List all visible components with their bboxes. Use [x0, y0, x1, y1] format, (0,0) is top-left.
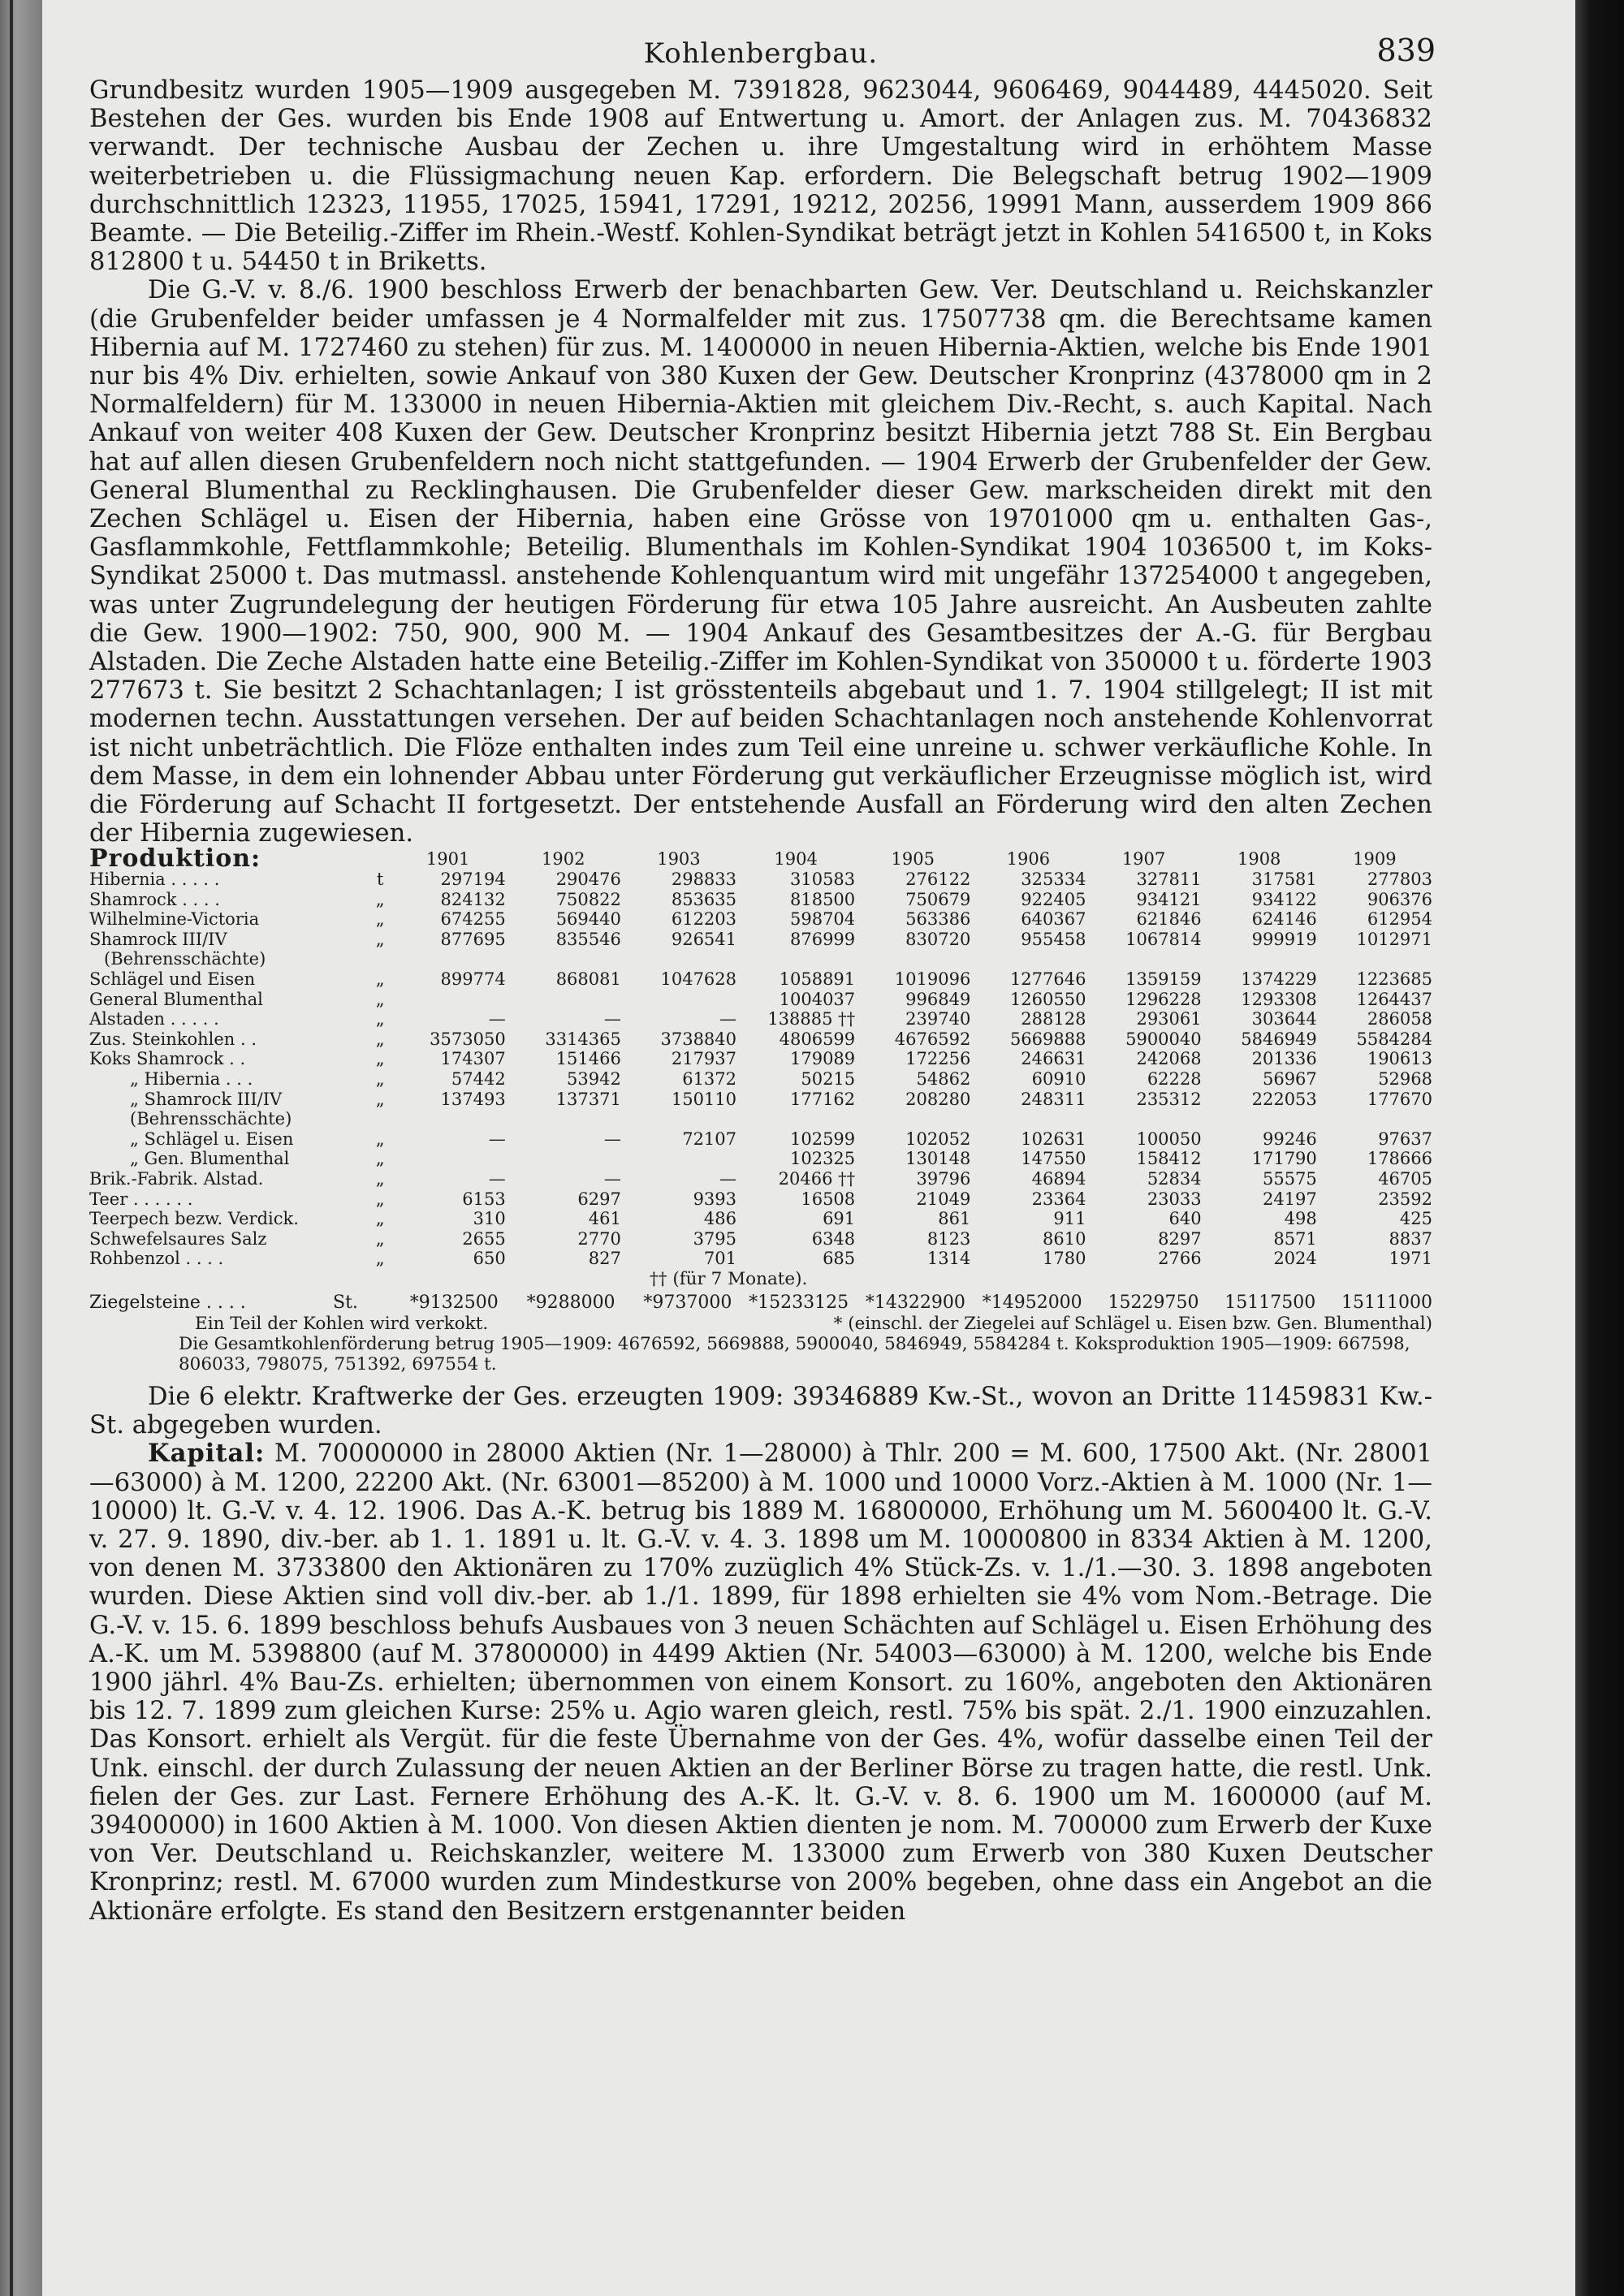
table-cell: 23592 [1378, 1189, 1432, 1209]
year-header: 1902 [542, 849, 585, 870]
row-unit: „ [375, 1009, 385, 1029]
table-cell: 750679 [905, 889, 971, 909]
table-cell: 621846 [1136, 909, 1202, 930]
table-cell: 640367 [1021, 909, 1086, 930]
row-unit: „ [375, 1149, 385, 1169]
row-unit: „ [375, 909, 385, 930]
table-cell: 1019096 [894, 969, 971, 990]
table-cell [391, 949, 506, 969]
table-cell: 1314 [926, 1249, 971, 1269]
table-cell: 701 [703, 1249, 737, 1269]
table-cell: 298833 [671, 870, 737, 890]
note-verkokt: Ein Teil der Kohlen wird verkokt. [195, 1313, 489, 1334]
table-cell: 171790 [1251, 1149, 1317, 1169]
table-cell: 6348 [811, 1228, 856, 1249]
ziegel-value: *14322900 [865, 1292, 965, 1313]
table-cell: 277803 [1367, 870, 1432, 890]
table-cell: 3314365 [545, 1029, 621, 1049]
table-cell: 137493 [440, 1089, 506, 1109]
table-cell: 177162 [789, 1089, 856, 1109]
row-unit [370, 949, 391, 969]
table-cell: 624146 [1251, 909, 1317, 930]
table-cell: 138885 †† [767, 1009, 856, 1029]
table-cell: 1047628 [660, 969, 737, 990]
table-cell: 147550 [1021, 1149, 1086, 1169]
table-cell: 102052 [905, 1129, 971, 1149]
table-cell: 151466 [555, 1049, 621, 1069]
table-cell: 486 [703, 1209, 737, 1229]
row-label: Teer . . . . . . [89, 1189, 193, 1209]
table-cell: 598704 [789, 909, 856, 930]
table-cell: 16508 [801, 1189, 856, 1209]
table-cell [621, 1149, 736, 1169]
ziegel-label: Ziegelsteine . . . . [89, 1292, 246, 1313]
table-cell: 97637 [1378, 1129, 1432, 1149]
table-cell: 60910 [1031, 1069, 1086, 1090]
scan-right-edge [1575, 0, 1624, 2296]
table-cell: 55575 [1262, 1168, 1317, 1189]
table-row [89, 870, 1432, 890]
table-cell: 911 [1053, 1209, 1086, 1229]
table-cell: — [488, 1009, 506, 1029]
table-cell: 172256 [905, 1049, 971, 1069]
dagger-note-line [89, 1269, 1432, 1289]
page-content [89, 28, 1436, 1926]
table-cell [1202, 1109, 1317, 1129]
row-label: Schlägel und Eisen [89, 969, 256, 990]
row-label: (Behrensschächte) [130, 1109, 292, 1129]
table-cell: 179089 [789, 1049, 856, 1069]
table-cell: 640 [1168, 1209, 1202, 1229]
table-cell: 325334 [1021, 870, 1086, 890]
table-cell: 1004037 [779, 989, 856, 1009]
table-cell: 99246 [1262, 1129, 1317, 1149]
table-row [89, 890, 1432, 910]
footnote-row [89, 1314, 1432, 1334]
table-cell: — [603, 1168, 621, 1189]
table-cell: 1296228 [1125, 989, 1202, 1009]
table-cell: 1223685 [1356, 969, 1432, 990]
production-label: Produktion: [89, 844, 261, 874]
table-cell: 877695 [440, 929, 506, 949]
row-unit: „ [375, 1168, 385, 1189]
row-unit: „ [375, 1029, 385, 1049]
table-cell: 955458 [1021, 929, 1086, 949]
table-cell: 52968 [1378, 1069, 1432, 1090]
table-cell: 1780 [1043, 1249, 1086, 1269]
paragraph-gv-1900: Die G.-V. v. 8./6. 1900 beschloss Erwerb der benachbarten Gew. Ver. Deutschland u. Reichskanzler (die Grubenfelder beider umfassen je 4 Normalfelder mit zus. 17507738 qm. die Berechtsame kamen Hibernia auf M. 1727460 zu stehen) für zus. M. 1400000 in neuen Hibernia-Aktien, welche bis Ende 1901 nur bis 4% Div. erhielten, sowie Ankauf von 380 Kuxen der Gew. Deutscher Kronprinz (4378000 qm in 2 Normalfeldern) für M. 133000 in neuen Hibernia-Aktien mit gleichem Div.-Recht, s. auch Kapital. Nach Ankauf von weiter 408 Kuxen der Gew. Deutscher Kronprinz besitzt Hibernia jetzt 788 St. Ein Bergbau hat auf allen diesen Grubenfeldern noch nicht stattgefunden. — 1904 Erwerb der Grubenfelder der Gew. General Blumenthal zu Recklinghausen. Die Grubenfelder dieser Gew. markscheiden direkt mit den Zechen Schlägel u. Eisen der Hibernia, haben eine Grösse von 19701000 qm u. enthalten Gas-, Gasflammkohle, Fettflammkohle; Beteilig. Blumenthals im Kohlen-Syndikat 1904 1036500 t, im Koks-Syndikat 25000 t. Das mutmassl. anstehende Kohlenquantum wird mit ungefähr 137254000 t angegeben, was unter Zugrundelegung der heutigen Förderung für etwa 105 Jahre ausreicht. An Ausbeuten zahlte die Gew. 1900—1902: 750, 900, 900 M. — 1904 Ankauf des Gesamtbesitzes der A.-G. für Bergbau Alstaden. Die Zeche Alstaden hatte eine Beteilig.-Ziffer im Kohlen-Syndikat von 350000 t u. förderte 1903 277673 t. Sie besitzt 2 Schachtanlagen; I ist grösstenteils abgebaut und 1. 7. 1904 stillgelegt; II ist mit modernen techn. Ausstattungen versehen. Der auf beiden Schachtanlagen noch anstehende Kohlenvorrat ist nicht unbeträchtlich. Die Flöze enthalten indes zum Teil eine unreine u. schwer verkäufliche Kohle. In dem Masse, in dem ein lohnender Abbau unter Förderung gut verkäuflicher Erzeugnisse möglich ist, wird die Förderung auf Schacht II fortgesetzt. Der entstehende Ausfall an Förderung wird den alten Zechen der Hibernia zugewiesen. [89, 276, 1432, 848]
table-cell: 2024 [1273, 1249, 1317, 1269]
table-row [89, 1209, 1432, 1229]
table-cell: 100050 [1136, 1129, 1202, 1149]
ziegel-value: *9288000 [526, 1292, 615, 1313]
row-label: Wilhelmine-Victoria [89, 909, 260, 930]
table-cell [391, 1109, 506, 1129]
table-cell: 62228 [1147, 1069, 1202, 1090]
table-cell [506, 990, 621, 1010]
table-cell: 3738840 [660, 1029, 737, 1049]
table-cell: 8610 [1043, 1228, 1086, 1249]
table-cell: 461 [588, 1209, 621, 1229]
table-row [89, 1169, 1432, 1189]
table-row [89, 990, 1432, 1010]
table-cell: 174307 [440, 1049, 506, 1069]
table-cell [621, 949, 736, 969]
table-cell: 8837 [1389, 1228, 1432, 1249]
table-cell: 1277646 [1009, 969, 1086, 990]
table-cell: — [603, 1129, 621, 1149]
row-unit: „ [375, 1049, 385, 1069]
table-cell: 750822 [555, 889, 621, 909]
table-cell: 876999 [789, 929, 856, 949]
year-header: 1901 [425, 849, 470, 870]
table-row [89, 1229, 1432, 1249]
table-cell: 9393 [693, 1189, 737, 1209]
production-table-header [89, 849, 1432, 870]
row-label: Schwefelsaures Salz [89, 1228, 267, 1249]
table-cell: 1264437 [1356, 989, 1432, 1009]
table-cell: 906376 [1367, 889, 1432, 909]
year-header: 1908 [1237, 849, 1281, 870]
year-header: 1907 [1121, 849, 1166, 870]
table-cell: 102631 [1021, 1129, 1086, 1149]
table-cell: 853635 [671, 889, 737, 909]
table-cell: 102599 [789, 1129, 856, 1149]
table-cell [621, 1109, 736, 1129]
year-header: 1909 [1353, 849, 1397, 870]
table-cell: 242068 [1136, 1049, 1202, 1069]
table-cell: 934121 [1136, 889, 1202, 909]
table-cell: 1058891 [779, 969, 856, 990]
table-cell: 1971 [1389, 1249, 1432, 1269]
scan-left-edge [0, 0, 42, 2296]
row-unit: t [376, 870, 384, 890]
production-table [89, 844, 1432, 1269]
paragraph-grundbesitz: Grundbesitz wurden 1905—1909 ausgegeben M. 7391828, 9623044, 9606469, 9044489, 4445020. Seit Bestehen der Ges. wurden bis Ende 1908 auf Entwertung u. Amort. der Anlagen zus. M. 70436832 verwandt. Der technische Ausbau der Zechen u. ihre Umgestaltung wird in erhöhtem Masse weiterbetrieben u. die Flüssigmachung neuen Kap. erfordern. Die Belegschaft betrug 1902—1909 durchschnittlich 12323, 11955, 17025, 15941, 17291, 19212, 20256, 19991 Mann, ausserdem 1909 866 Beamte. — Die Beteilig.-Ziffer im Rhein.-Westf. Kohlen-Syndikat beträgt jetzt in Kohlen 5416500 t, in Koks 812800 t u. 54450 t in Briketts. [89, 76, 1432, 277]
table-cell: 818500 [789, 889, 856, 909]
note-ziegelei: * (einschl. der Ziegelei auf Schlägel u. Eisen bzw. Gen. Blumenthal) [833, 1313, 1432, 1334]
table-cell: 8571 [1273, 1228, 1317, 1249]
row-unit: „ [375, 1189, 385, 1209]
table-cell: — [719, 1168, 737, 1189]
table-cell: — [488, 1168, 506, 1189]
row-label: „ Gen. Blumenthal [130, 1149, 290, 1169]
table-cell: 1359159 [1125, 969, 1202, 990]
row-label: General Blumenthal [89, 989, 263, 1009]
year-header: 1906 [1006, 849, 1051, 870]
table-row [89, 1009, 1432, 1029]
table-cell: 899774 [440, 969, 506, 990]
table-cell: 178666 [1367, 1149, 1432, 1169]
table-cell: 297194 [440, 870, 506, 890]
row-label: Shamrock III/IV [89, 929, 227, 949]
ziegel-row [89, 1293, 1432, 1314]
table-cell: 2770 [577, 1228, 621, 1249]
table-cell: 830720 [905, 929, 971, 949]
row-label: „ Schlägel u. Eisen [130, 1129, 294, 1149]
table-cell: 317581 [1251, 870, 1317, 890]
table-cell [1086, 1109, 1201, 1129]
table-cell: 177670 [1367, 1089, 1432, 1109]
table-row [89, 909, 1432, 930]
table-row [89, 1029, 1432, 1050]
table-cell: 3573050 [430, 1029, 506, 1049]
row-label: „ Shamrock III/IV [130, 1089, 283, 1109]
table-row [89, 1109, 1432, 1129]
table-cell [506, 1109, 621, 1129]
table-cell: 425 [1399, 1209, 1432, 1229]
table-cell: 201336 [1251, 1049, 1317, 1069]
table-cell: 137371 [555, 1089, 621, 1109]
table-cell: 824132 [440, 889, 506, 909]
kapital-label: Kapital: [148, 1439, 266, 1469]
table-cell: 288128 [1021, 1009, 1086, 1029]
table-cell: 827 [588, 1249, 621, 1269]
table-cell: 1260550 [1009, 989, 1086, 1009]
table-cell: 246631 [1021, 1049, 1086, 1069]
paragraph-kapital [89, 1439, 1432, 1925]
running-title: Kohlenbergbau. [643, 37, 879, 70]
table-cell: 922405 [1021, 889, 1086, 909]
table-footnotes [89, 1314, 1432, 1375]
row-label: Rohbenzol . . . . [89, 1249, 224, 1269]
row-label: Alstaden . . . . . [89, 1009, 219, 1029]
table-cell: 53942 [567, 1069, 621, 1090]
table-cell: 4806599 [779, 1029, 856, 1049]
year-header: 1905 [891, 849, 935, 870]
table-cell: 310 [473, 1209, 506, 1229]
ziegel-value: *9132500 [409, 1292, 499, 1313]
table-cell: 999919 [1251, 929, 1317, 949]
table-cell: 674255 [440, 909, 506, 930]
row-label: Koks Shamrock . . [89, 1049, 246, 1069]
table-cell: 21049 [916, 1189, 971, 1209]
table-row [89, 1069, 1432, 1090]
table-cell: 20466 †† [778, 1168, 856, 1189]
table-cell: 327811 [1136, 870, 1202, 890]
table-cell [855, 949, 970, 969]
table-row [89, 949, 1432, 969]
row-label: „ Hibernia . . . [130, 1069, 253, 1090]
dagger-note: †† (für 7 Monate). [650, 1268, 808, 1289]
table-cell: 5846949 [1241, 1029, 1317, 1049]
table-row [89, 969, 1432, 990]
row-unit: „ [375, 1228, 385, 1249]
table-cell: 54862 [916, 1069, 971, 1090]
table-cell: 290476 [555, 870, 621, 890]
row-label: Hibernia . . . . . [89, 870, 220, 890]
table-row [89, 1090, 1432, 1110]
table-cell: 3795 [693, 1228, 737, 1249]
table-cell: 248311 [1021, 1089, 1086, 1109]
table-cell: 23033 [1147, 1189, 1202, 1209]
row-label: Teerpech bezw. Verdick. [89, 1209, 299, 1229]
ziegel-value: 15117500 [1224, 1292, 1316, 1313]
table-cell: 303644 [1251, 1009, 1317, 1029]
year-header: 1903 [657, 849, 701, 870]
table-cell: 23364 [1031, 1189, 1086, 1209]
table-cell: 52834 [1147, 1168, 1202, 1189]
ziegel-value: *9737000 [643, 1292, 732, 1313]
table-row [89, 1129, 1432, 1150]
table-cell: 102325 [789, 1149, 856, 1169]
paragraph-kraftwerke: Die 6 elektr. Kraftwerke der Ges. erzeugten 1909: 39346889 Kw.-St., wovon an Dritte 11459831 Kw.-St. abgegeben wurden. [89, 1382, 1432, 1440]
table-cell: 1374229 [1241, 969, 1317, 990]
table-cell: 1012971 [1356, 929, 1432, 949]
table-row [89, 1149, 1432, 1169]
table-cell: 6297 [577, 1189, 621, 1209]
ziegel-value: 15111000 [1341, 1292, 1433, 1313]
row-label: (Behrensschächte) [104, 949, 266, 969]
table-row [89, 1189, 1432, 1210]
table-cell: 208280 [905, 1089, 971, 1109]
table-cell: 130148 [905, 1149, 971, 1169]
note-gesamtfoerderung: Die Gesamtkohlenförderung betrug 1905—1909: 4676592, 5669888, 5900040, 5846949, 5584284 t. Koksproduktion 1905—1909: 667598, 806033, 798075, 751392, 697554 t. [179, 1333, 1410, 1375]
row-unit [370, 1109, 391, 1129]
row-label: Shamrock . . . . [89, 889, 220, 909]
table-cell: — [603, 1009, 621, 1029]
table-cell: 926541 [671, 929, 737, 949]
ziegel-value: 15229750 [1108, 1292, 1199, 1313]
table-cell: 612954 [1367, 909, 1432, 930]
table-cell: 4676592 [894, 1029, 971, 1049]
table-cell: — [488, 1129, 506, 1149]
table-cell [621, 990, 736, 1010]
table-cell: 150110 [671, 1089, 737, 1109]
table-cell: 5669888 [1009, 1029, 1086, 1049]
table-cell: 996849 [905, 989, 971, 1009]
row-unit: „ [375, 989, 385, 1009]
row-label: Brik.-Fabrik. Alstad. [89, 1168, 264, 1189]
table-cell: 239740 [905, 1009, 971, 1029]
table-row [89, 1049, 1432, 1069]
table-cell: 5900040 [1125, 1029, 1202, 1049]
ziegel-value: *14952000 [982, 1292, 1082, 1313]
table-cell: 56967 [1262, 1069, 1317, 1090]
table-cell: 222053 [1251, 1089, 1317, 1109]
table-cell: 50215 [801, 1069, 856, 1090]
table-cell: 650 [473, 1249, 506, 1269]
table-cell: 569440 [555, 909, 621, 930]
table-cell: 39796 [916, 1168, 971, 1189]
table-cell: 217937 [671, 1049, 737, 1069]
table-cell: 5584284 [1356, 1029, 1432, 1049]
table-cell: 61372 [682, 1069, 737, 1090]
ziegel-unit: St. [333, 1292, 358, 1313]
kapital-text: M. 70000000 in 28000 Aktien (Nr. 1—28000) à Thlr. 200 = M. 600, 17500 Akt. (Nr. 28001—63000) à M. 1200, 22200 Akt. (Nr. 63001—85200) à M. 1000 und 10000 Vorz.-Aktien à M. 1000 (Nr. 1—10000) lt. G.-V. v. 4. 12. 1906. Das A.-K. betrug bis 1889 M. 16800000, Erhöhung um M. 5600400 lt. G.-V. v. 27. 9. 1890, div.-ber. ab 1. 1. 1891 u. lt. G.-V. v. 4. 3. 1898 um M. 10000800 in 8334 Aktien à M. 1200, von denen M. 3733800 den Aktionären zu 170% zuzüglich 4% Stück-Zs. v. 1./1.—30. 3. 1898 angeboten wurden. Diese Aktien sind voll div.-ber. ab 1./1. 1899, für 1898 erhielten sie 4% vom Nom.-Betrage. Die G.-V. v. 15. 6. 1899 beschloss behufs Ausbaues von 3 neuen Schächten auf Schlägel u. Eisen Erhöhung des A.-K. um M. 5398800 (auf M. 37800000) in 4499 Aktien (Nr. 54003—63000) à M. 1200, welche bis Ende 1900 jährl. 4% Bau-Zs. erhielten; übernommen von einem Konsort. zu 160%, angeboten den Aktionären bis 12. 7. 1899 zum gleichen Kurse: 25% u. Agio waren gleich, restl. 75% bis spät. 2./1. 1900 einzuzahlen. Das Konsort. erhielt als Vergüt. für die feste Übernahme von der Ges. 4%, wofür dasselbe einen Teil der Unk. einschl. der durch Zulassung der neuen Aktien an der Berliner Börse zu tragen hatte, die restl. Unk. fielen der Ges. zur Last. Fernere Erhöhung des A.-K. lt. G.-V. v. 8. 6. 1900 um M. 1600000 (auf M. 39400000) in 1600 Aktien à M. 1000. Von diesen Aktien dienten je nom. M. 700000 zum Erwerb der Kuxe von Ver. Deutschland u. Reichskanzler, weitere M. 133000 zum Erwerb von 380 Kuxen Deutscher Kronprinz; restl. M. 67000 wurden zum Mindestkurse von 200% begeben, ohne dass ein Angebot an die Aktionäre erfolgte. Es stand den Besitzern erstgenannter beiden [89, 1439, 1432, 1926]
table-cell: 276122 [905, 870, 971, 890]
row-unit: „ [375, 1129, 385, 1149]
row-unit: „ [375, 1209, 385, 1229]
year-header: 1904 [774, 849, 818, 870]
table-cell: 46894 [1031, 1168, 1086, 1189]
row-unit: „ [375, 1069, 385, 1090]
page-number: 839 [1376, 32, 1436, 68]
table-cell: 46705 [1378, 1168, 1432, 1189]
table-cell [1317, 949, 1432, 969]
table-row [89, 930, 1432, 950]
table-cell: 158412 [1136, 1149, 1202, 1169]
row-unit: „ [375, 1089, 385, 1109]
row-unit: „ [375, 889, 385, 909]
table-cell [736, 949, 855, 969]
table-cell [1086, 949, 1201, 969]
table-cell: 934122 [1251, 889, 1317, 909]
table-cell: 691 [823, 1209, 856, 1229]
table-cell: 2655 [462, 1228, 506, 1249]
table-cell: 310583 [789, 870, 856, 890]
table-cell: 8297 [1158, 1228, 1202, 1249]
ziegel-value: *15233125 [749, 1292, 849, 1313]
table-cell [391, 1149, 506, 1169]
table-cell: 1293308 [1241, 989, 1317, 1009]
table-cell: — [719, 1009, 737, 1029]
table-cell [506, 1149, 621, 1169]
table-cell: 6153 [462, 1189, 506, 1209]
table-cell: 190613 [1367, 1049, 1432, 1069]
table-row [89, 1249, 1432, 1269]
row-unit: „ [375, 1249, 385, 1269]
table-cell: 685 [823, 1249, 856, 1269]
table-cell [1317, 1109, 1432, 1129]
table-cell [970, 1109, 1086, 1129]
running-header [89, 28, 1436, 76]
row-unit: „ [375, 929, 385, 949]
table-cell: 1067814 [1125, 929, 1202, 949]
table-cell [855, 1109, 970, 1129]
table-cell: 235312 [1136, 1089, 1202, 1109]
table-cell: 612203 [671, 909, 737, 930]
table-cell [736, 1109, 855, 1129]
table-cell: 498 [1284, 1209, 1317, 1229]
table-cell: 57442 [451, 1069, 506, 1090]
table-cell [506, 949, 621, 969]
table-cell: 861 [938, 1209, 971, 1229]
table-cell: 868081 [555, 969, 621, 990]
table-cell: 8123 [926, 1228, 971, 1249]
row-unit: „ [375, 969, 385, 990]
row-label: Zus. Steinkohlen . . [89, 1029, 257, 1049]
table-cell: 835546 [555, 929, 621, 949]
table-cell [1202, 949, 1317, 969]
table-cell: 293061 [1136, 1009, 1202, 1029]
production-table-body [89, 870, 1432, 1269]
table-cell: 24197 [1262, 1189, 1317, 1209]
table-cell [391, 990, 506, 1010]
table-cell: 563386 [905, 909, 971, 930]
table-cell: 72107 [682, 1129, 737, 1149]
table-cell: 286058 [1367, 1009, 1432, 1029]
table-cell [970, 949, 1086, 969]
table-cell: 2766 [1158, 1249, 1202, 1269]
